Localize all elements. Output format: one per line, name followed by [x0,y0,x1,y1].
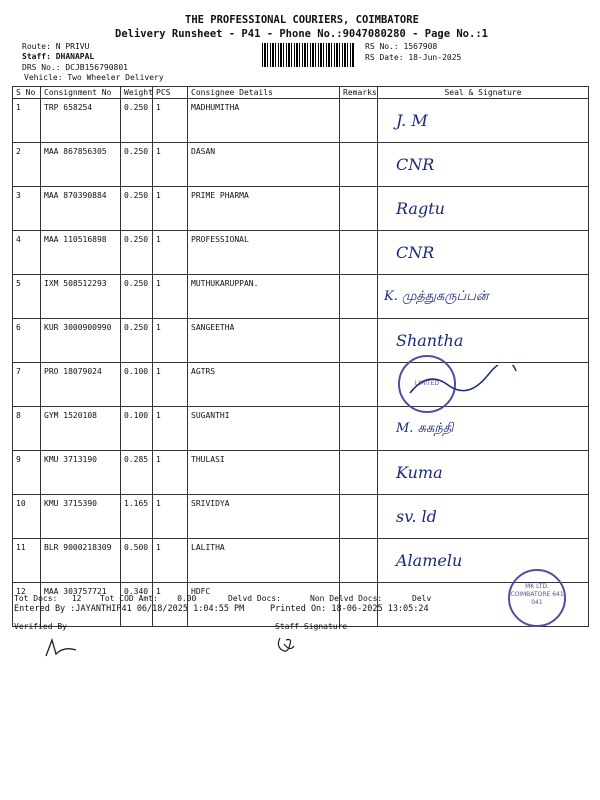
cell-pcs: 1 [153,583,188,627]
cell-signature [378,495,589,539]
cell-consignee: PRIME PHARMA [188,187,340,231]
staff-signature-label: Staff Signature [275,622,348,631]
cell-consignment: IXM 508512293 [41,275,121,319]
cell-remarks [340,363,378,407]
cell-pcs: 1 [153,99,188,143]
table-row [13,363,589,407]
signature: CNR [396,155,435,174]
table-row [13,99,589,143]
cell-signature [378,319,589,363]
delivered-docs: Delvd Docs: [228,594,281,603]
route-label: Route: N PRIVU [22,42,90,51]
total-docs-value: 12 [71,594,82,603]
total-docs [14,594,81,603]
cell-pcs: 1 [153,407,188,451]
signature [378,375,396,394]
cell-remarks [340,451,378,495]
cell-consignee: SANGEETHA [188,319,340,363]
total-cod [100,594,196,603]
cell-signature [378,275,589,319]
cell-pcs: 1 [153,143,188,187]
table-row [13,539,589,583]
col-signature: Seal & Signature [378,87,589,99]
entered-by: Entered By :JAYANTHIP41 06/18/2025 1:04:55 PM [14,604,245,614]
rs-date: RS Date: 18-Jun-2025 [365,53,462,62]
vehicle-label: Vehicle: Two Wheeler Delivery [24,73,164,82]
cell-consignee: MADHUMITHA [188,99,340,143]
cell-weight: 0.250 [121,99,153,143]
cell-weight: 0.250 [121,231,153,275]
signature: Alamelu [396,551,463,570]
cell-weight: 0.250 [121,143,153,187]
verifier-signature-mark [42,636,82,660]
cell-weight: 0.100 [121,363,153,407]
cell-consignment: GYM 1520108 [41,407,121,451]
table-row [13,451,589,495]
seal-text: LIMITED [414,380,440,387]
cell-signature [378,143,589,187]
cell-signature [378,407,589,451]
cell-consignment: MAA 870390884 [41,187,121,231]
cell-consignment: MAA 867856305 [41,143,121,187]
signature: Kuma [396,463,443,482]
cell-sno: 6 [13,319,41,363]
cell-consignee: DASAN [188,143,340,187]
col-remarks: Remarks [340,87,378,99]
printed-on: Printed On: 18-06-2025 13:05:24 [270,604,429,614]
delivered-short: Delv [412,594,432,603]
signature-scribble [408,365,518,399]
cell-sno: 3 [13,187,41,231]
col-weight: Weight [121,87,153,99]
cell-consignee: SUGANTHI [188,407,340,451]
barcode [262,43,354,67]
cell-signature [378,231,589,275]
cell-pcs: 1 [153,187,188,231]
cell-remarks [340,495,378,539]
cell-sno: 8 [13,407,41,451]
cell-sno: 9 [13,451,41,495]
table-row [13,143,589,187]
signature: K. முத்துகருப்பன் [384,288,489,304]
cell-remarks [340,539,378,583]
cell-signature [378,187,589,231]
table-row [13,407,589,451]
cell-sno: 12 [13,583,41,627]
cell-weight: 0.250 [121,275,153,319]
staff-signature-mark [274,634,298,656]
col-consignment: Consignment No [41,87,121,99]
signature: M. சுகந்தி [396,420,454,436]
total-cod-value: 0.00 [177,594,197,603]
cell-consignee: HDFC [188,583,340,627]
drs-number: DRS No.: DCJB156790801 [22,63,128,72]
stamp-text: MK LTD. COIMBATORE 641 041 [510,583,564,606]
cell-sno: 2 [13,143,41,187]
total-docs-label: Tot Docs: [14,594,58,603]
cell-sno: 1 [13,99,41,143]
runsheet-subtitle: Delivery Runsheet - P41 - Phone No.:9047080280 - Page No.:1 [115,28,488,40]
cell-pcs: 1 [153,231,188,275]
signature: Shantha [396,331,464,350]
cell-weight: 1.165 [121,495,153,539]
col-consignee: Consignee Details [188,87,340,99]
col-sno: S No [13,87,41,99]
cell-consignment: TRP 658254 [41,99,121,143]
cell-signature [378,363,589,407]
col-pcs: PCS [153,87,188,99]
cell-consignment: BLR 9000218309 [41,539,121,583]
signature: sv. ld [396,507,437,526]
cell-consignee: PROFESSIONAL [188,231,340,275]
cell-consignment: MAA 110516898 [41,231,121,275]
table-row [13,319,589,363]
table-row [13,187,589,231]
total-cod-label: Tot COD Amt: [100,594,158,603]
cell-consignment: MAA 303757721 [41,583,121,627]
cell-consignment: KMU 3713190 [41,451,121,495]
cell-consignment: PRO 18079024 [41,363,121,407]
table-row [13,495,589,539]
company-round-stamp [508,569,566,627]
cell-signature [378,99,589,143]
cell-pcs: 1 [153,495,188,539]
cell-pcs: 1 [153,275,188,319]
cell-remarks [340,319,378,363]
cell-weight: 0.250 [121,319,153,363]
verified-by-label: Verified By [14,622,67,631]
cell-consignment: KUR 3000900990 [41,319,121,363]
cell-signature [378,451,589,495]
cell-remarks [340,407,378,451]
cell-sno: 5 [13,275,41,319]
signature: Ragtu [396,199,445,218]
signature: J. M [396,111,428,130]
cell-weight: 0.100 [121,407,153,451]
staff-label: Staff: DHANAPAL [22,52,95,61]
cell-weight: 0.340 [121,583,153,627]
cell-consignee: MUTHUKARUPPAN. [188,275,340,319]
cell-pcs: 1 [153,363,188,407]
rs-number: RS No.: 1567908 [365,42,438,51]
cell-remarks [340,275,378,319]
cell-remarks [340,99,378,143]
table-header-row [13,87,589,99]
cell-sno: 10 [13,495,41,539]
cell-pcs: 1 [153,539,188,583]
cell-sno: 7 [13,363,41,407]
cell-remarks [340,143,378,187]
cell-consignee: LALITHA [188,539,340,583]
signature: CNR [396,243,435,262]
company-title: THE PROFESSIONAL COURIERS, COIMBATORE [185,14,419,26]
cell-consignee: AGTRS [188,363,340,407]
runsheet-table [12,86,589,627]
non-delivered-docs: Non Delvd Docs: [310,594,383,603]
cell-weight: 0.285 [121,451,153,495]
cell-sno: 4 [13,231,41,275]
table-row [13,231,589,275]
cell-consignee: SRIVIDYA [188,495,340,539]
cell-remarks [340,231,378,275]
cell-pcs: 1 [153,451,188,495]
cell-consignment: KMU 3715390 [41,495,121,539]
cell-weight: 0.500 [121,539,153,583]
cell-sno: 11 [13,539,41,583]
cell-pcs: 1 [153,319,188,363]
cell-remarks [340,187,378,231]
table-row [13,275,589,319]
cell-consignee: THULASI [188,451,340,495]
cell-weight: 0.250 [121,187,153,231]
